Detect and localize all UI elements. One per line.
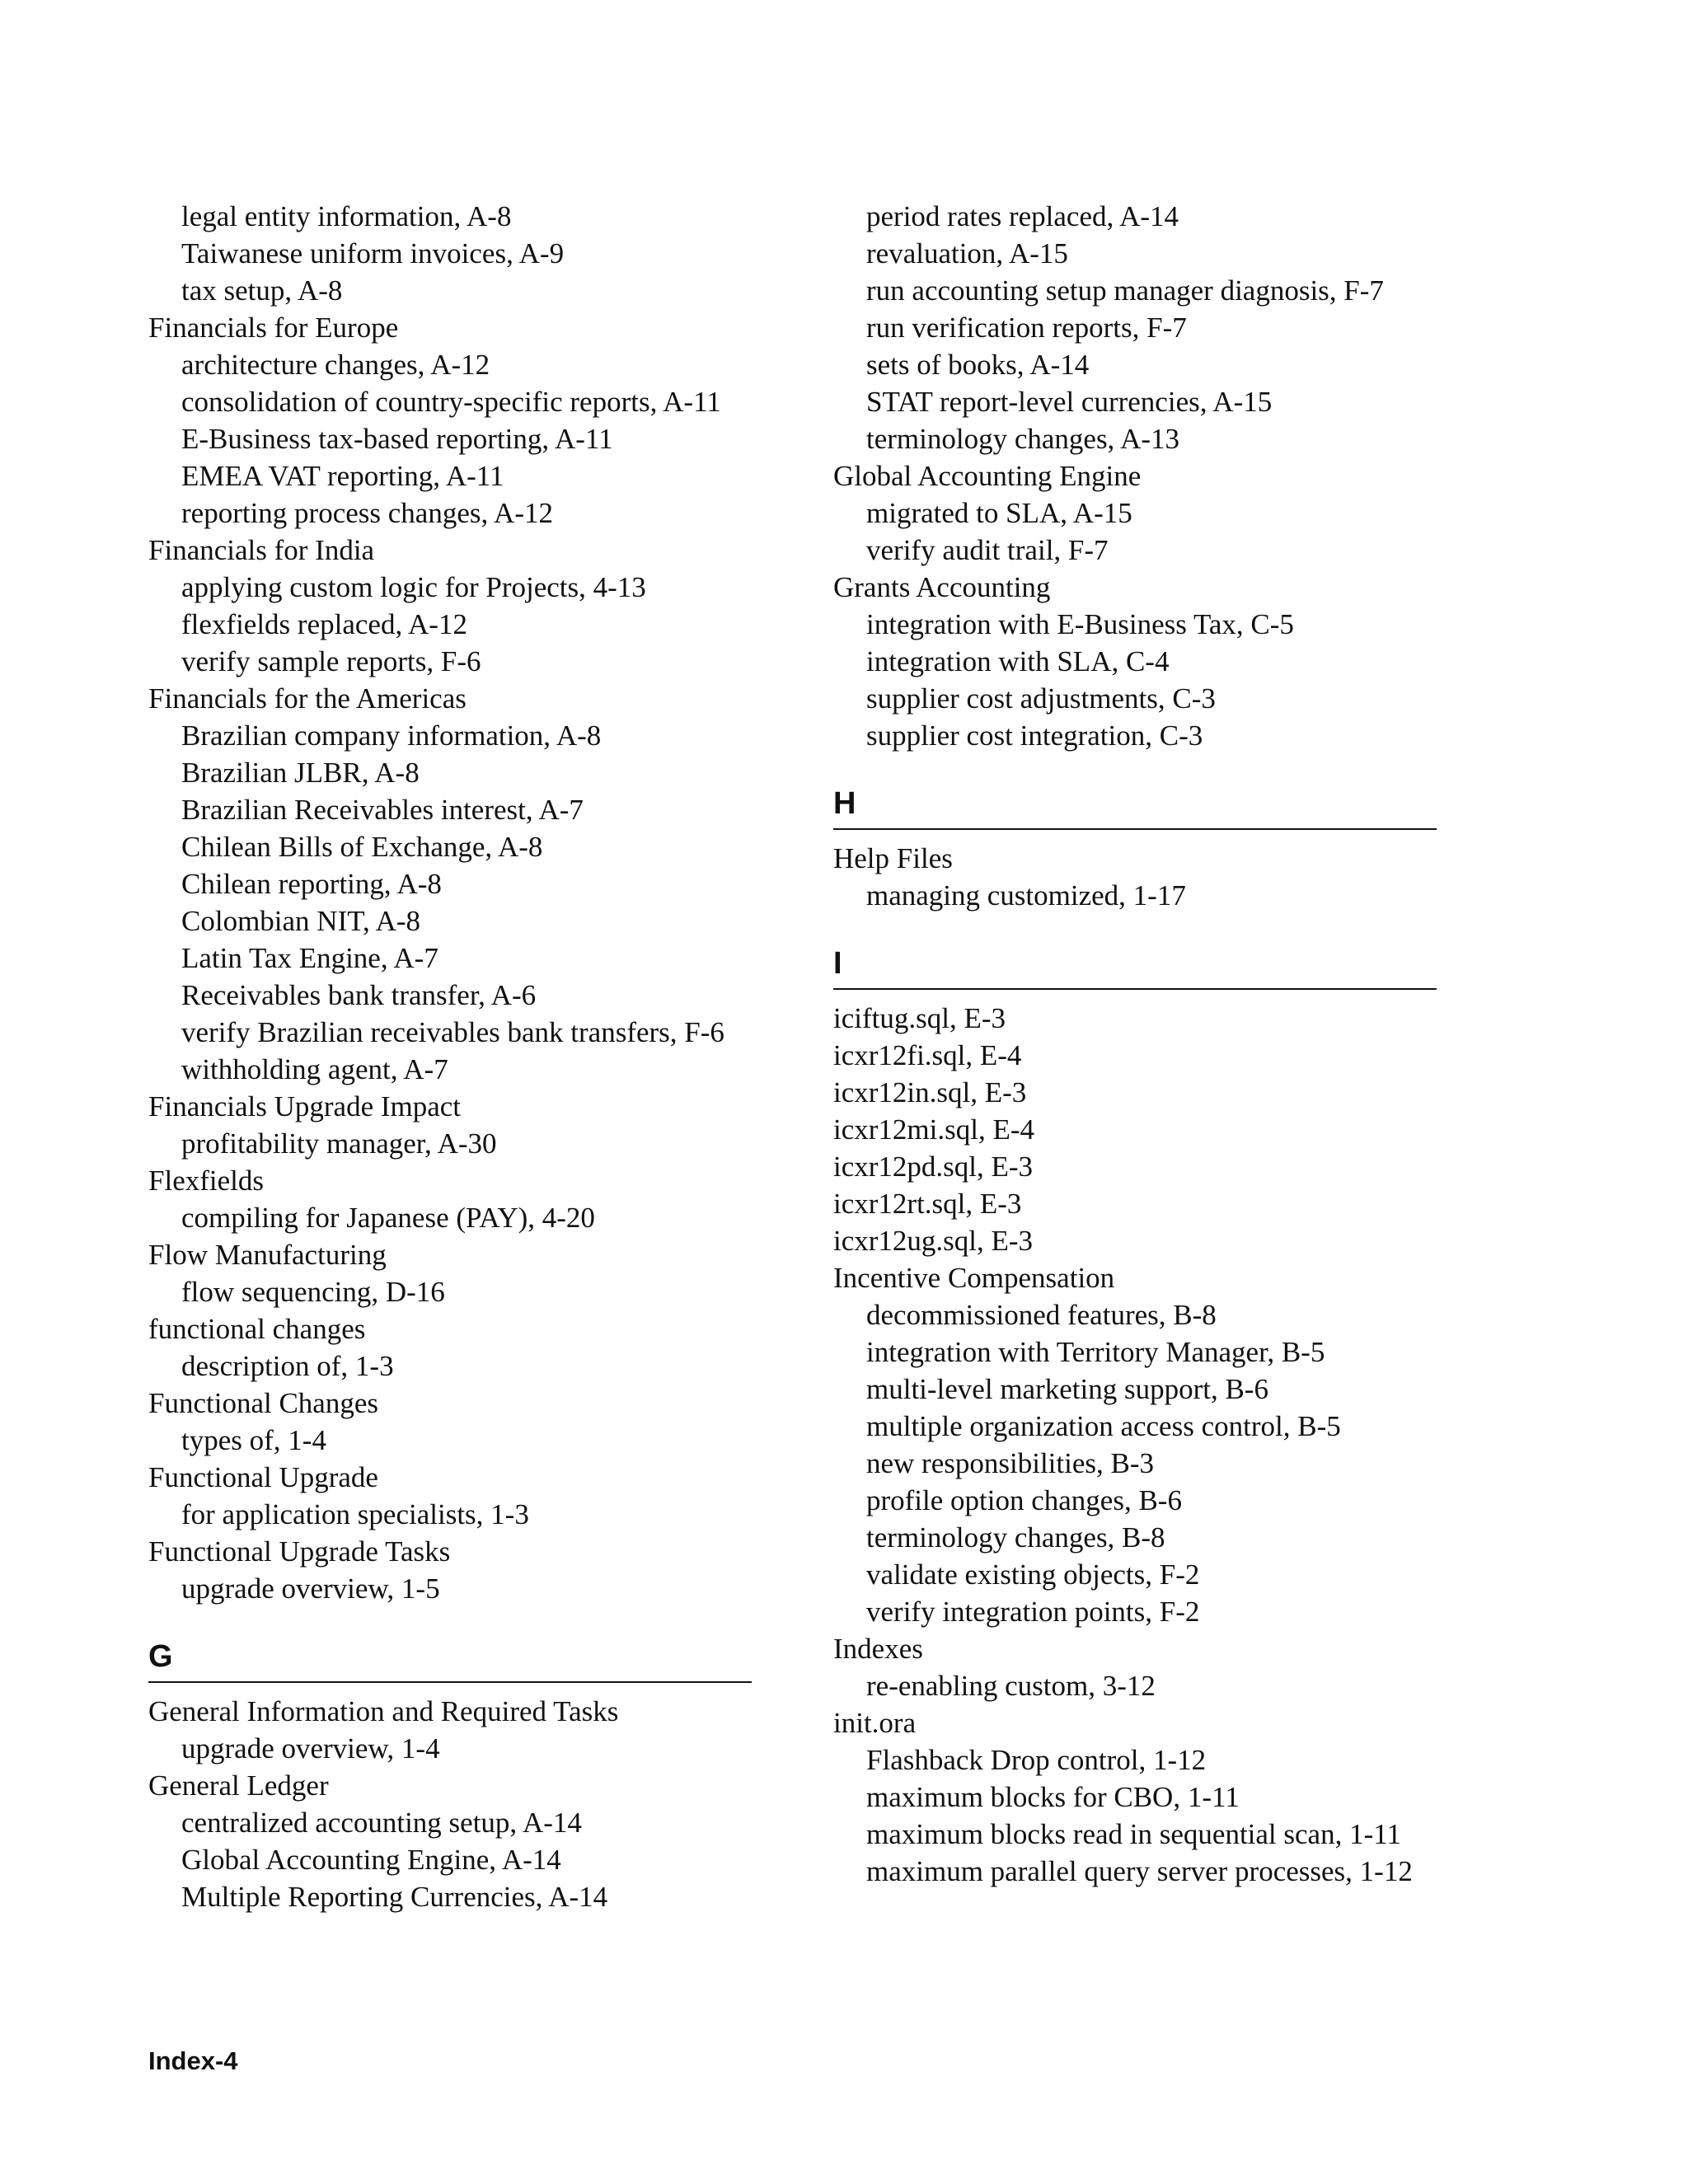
index-entry-sub: Taiwanese uniform invoices, A-9 — [181, 237, 565, 269]
index-entry-sub: applying custom logic for Projects, 4-13 — [181, 571, 646, 603]
entries-i — [833, 1000, 1437, 1890]
index-column-right — [833, 198, 1437, 1890]
index-entry-sub: managing customized, 1-17 — [866, 879, 1186, 912]
index-entry-sub: upgrade overview, 1-4 — [181, 1732, 440, 1765]
index-entry-sub: Receivables bank transfer, A-6 — [181, 979, 537, 1011]
index-entry-main: icxr12pd.sql, E-3 — [833, 1151, 1034, 1183]
index-entry-main: Functional Upgrade — [148, 1461, 378, 1493]
index-entry-sub: architecture changes, A-12 — [181, 349, 490, 381]
index-entry-sub: for application specialists, 1-3 — [181, 1498, 529, 1530]
index-entry-sub: integration with E-Business Tax, C-5 — [866, 608, 1294, 640]
index-entry-sub: legal entity information, A-8 — [181, 200, 512, 232]
index-entry-sub: maximum blocks read in sequential scan, 1-11 — [866, 1818, 1401, 1850]
section-letter-h: H — [833, 785, 1437, 830]
index-entry-sub: multiple organization access control, B-5 — [866, 1410, 1341, 1442]
index-entry-main: Help Files — [833, 842, 953, 874]
index-entry-sub: upgrade overview, 1-5 — [181, 1572, 440, 1605]
index-entry-main: General Information and Required Tasks — [148, 1695, 619, 1727]
index-entry-main: init.ora — [833, 1707, 917, 1739]
index-entry-sub: decommissioned features, B-8 — [866, 1299, 1217, 1331]
index-entry-sub: migrated to SLA, A-15 — [866, 497, 1132, 529]
index-column-left — [148, 198, 752, 1915]
index-entry-main: Flow Manufacturing — [148, 1239, 387, 1271]
entries-h — [833, 840, 1437, 914]
index-entry-sub: multi-level marketing support, B-6 — [866, 1373, 1268, 1405]
index-entry-main: Financials for Europe — [148, 312, 399, 344]
entries-g — [148, 1693, 752, 1915]
index-entry-sub: Multiple Reporting Currencies, A-14 — [181, 1881, 608, 1913]
index-section-h — [833, 785, 1437, 914]
index-entry-main: icxr12rt.sql, E-3 — [833, 1188, 1022, 1220]
index-entry-sub: reporting process changes, A-12 — [181, 497, 553, 529]
index-entry-main: Global Accounting Engine — [833, 460, 1142, 492]
index-entry-main: Financials for the Americas — [148, 682, 467, 715]
index-entry-sub: integration with SLA, C-4 — [866, 645, 1170, 677]
index-entry-main: General Ledger — [148, 1769, 329, 1802]
index-entry-sub: supplier cost integration, C-3 — [866, 719, 1203, 752]
index-entry-sub: flow sequencing, D-16 — [181, 1276, 445, 1308]
index-entry-main: icxr12fi.sql, E-4 — [833, 1039, 1022, 1071]
index-entry-main: icxr12mi.sql, E-4 — [833, 1113, 1034, 1146]
index-section-i — [833, 945, 1437, 1890]
index-entry-sub: Brazilian company information, A-8 — [181, 719, 602, 752]
index-entry-main: Grants Accounting — [833, 571, 1051, 603]
section-letter-i: I — [833, 945, 1437, 990]
entries-continued-f — [148, 198, 752, 1607]
section-letter-g: G — [148, 1638, 752, 1683]
index-entry-sub: consolidation of country-specific reports, A-11 — [181, 386, 721, 418]
index-entry-sub: validate existing objects, F-2 — [866, 1558, 1200, 1591]
index-entry-sub: verify sample reports, F-6 — [181, 645, 481, 677]
index-entry-sub: centralized accounting setup, A-14 — [181, 1807, 582, 1839]
index-entry-main: functional changes — [148, 1313, 366, 1345]
page-footer-label: Index-4 — [148, 2046, 238, 2075]
index-entry-sub: compiling for Japanese (PAY), 4-20 — [181, 1202, 595, 1234]
index-entry-main: Incentive Compensation — [833, 1262, 1115, 1294]
index-entry-main: iciftug.sql, E-3 — [833, 1002, 1006, 1034]
index-entry-sub: types of, 1-4 — [181, 1424, 326, 1456]
index-entry-main: Functional Upgrade Tasks — [148, 1535, 451, 1568]
index-entry-sub: Global Accounting Engine, A-14 — [181, 1844, 561, 1876]
index-entry-sub: period rates replaced, A-14 — [866, 200, 1179, 232]
index-entry-sub: run verification reports, F-7 — [866, 312, 1187, 344]
index-entry-sub: verify audit trail, F-7 — [866, 534, 1109, 566]
index-entry-main: Indexes — [833, 1633, 923, 1665]
index-entry-sub: Latin Tax Engine, A-7 — [181, 942, 438, 974]
index-entry-sub: run accounting setup manager diagnosis, F-7 — [866, 274, 1384, 307]
index-entry-main: Functional Changes — [148, 1387, 378, 1419]
entries-continued-g — [833, 198, 1437, 754]
index-entry-sub: withholding agent, A-7 — [181, 1053, 448, 1085]
index-entry-sub: STAT report-level currencies, A-15 — [866, 386, 1273, 418]
index-entry-sub: profile option changes, B-6 — [866, 1484, 1182, 1516]
index-entry-sub: terminology changes, A-13 — [866, 423, 1180, 455]
index-entry-sub: verify integration points, F-2 — [866, 1596, 1200, 1628]
index-entry-sub: supplier cost adjustments, C-3 — [866, 682, 1216, 715]
index-entry-main: icxr12in.sql, E-3 — [833, 1076, 1027, 1108]
index-entry-sub: revaluation, A-15 — [866, 237, 1068, 269]
index-entry-sub: Brazilian JLBR, A-8 — [181, 757, 420, 789]
index-entry-sub: Chilean Bills of Exchange, A-8 — [181, 831, 543, 863]
index-entry-main: Flexfields — [148, 1165, 264, 1197]
index-entry-main: Financials Upgrade Impact — [148, 1090, 462, 1122]
index-entry-sub: description of, 1-3 — [181, 1350, 394, 1382]
index-entry-sub: maximum parallel query server processes, 1-12 — [866, 1855, 1413, 1887]
index-entry-sub: EMEA VAT reporting, A-11 — [181, 460, 504, 492]
index-entry-sub: Brazilian Receivables interest, A-7 — [181, 794, 584, 826]
index-entry-sub: profitability manager, A-30 — [181, 1127, 497, 1160]
index-entry-sub: Flashback Drop control, 1-12 — [866, 1744, 1207, 1776]
index-entry-sub: terminology changes, B-8 — [866, 1521, 1165, 1554]
index-entry-sub: E-Business tax-based reporting, A-11 — [181, 423, 613, 455]
index-entry-sub: Colombian NIT, A-8 — [181, 905, 421, 937]
index-entry-sub: new responsibilities, B-3 — [866, 1447, 1154, 1479]
index-entry-sub: Chilean reporting, A-8 — [181, 868, 442, 900]
index-entry-sub: sets of books, A-14 — [866, 349, 1090, 381]
index-entry-sub: tax setup, A-8 — [181, 274, 343, 307]
index-entry-sub: re-enabling custom, 3-12 — [866, 1670, 1156, 1702]
index-entry-main: Financials for India — [148, 534, 375, 566]
index-entry-sub: maximum blocks for CBO, 1-11 — [866, 1781, 1240, 1813]
index-entry-main: icxr12ug.sql, E-3 — [833, 1225, 1034, 1257]
index-entry-sub: integration with Territory Manager, B-5 — [866, 1336, 1325, 1368]
index-section-g — [148, 1638, 752, 1915]
index-entry-sub: flexfields replaced, A-12 — [181, 608, 467, 640]
index-entry-sub: verify Brazilian receivables bank transfers, F-6 — [181, 1016, 724, 1048]
